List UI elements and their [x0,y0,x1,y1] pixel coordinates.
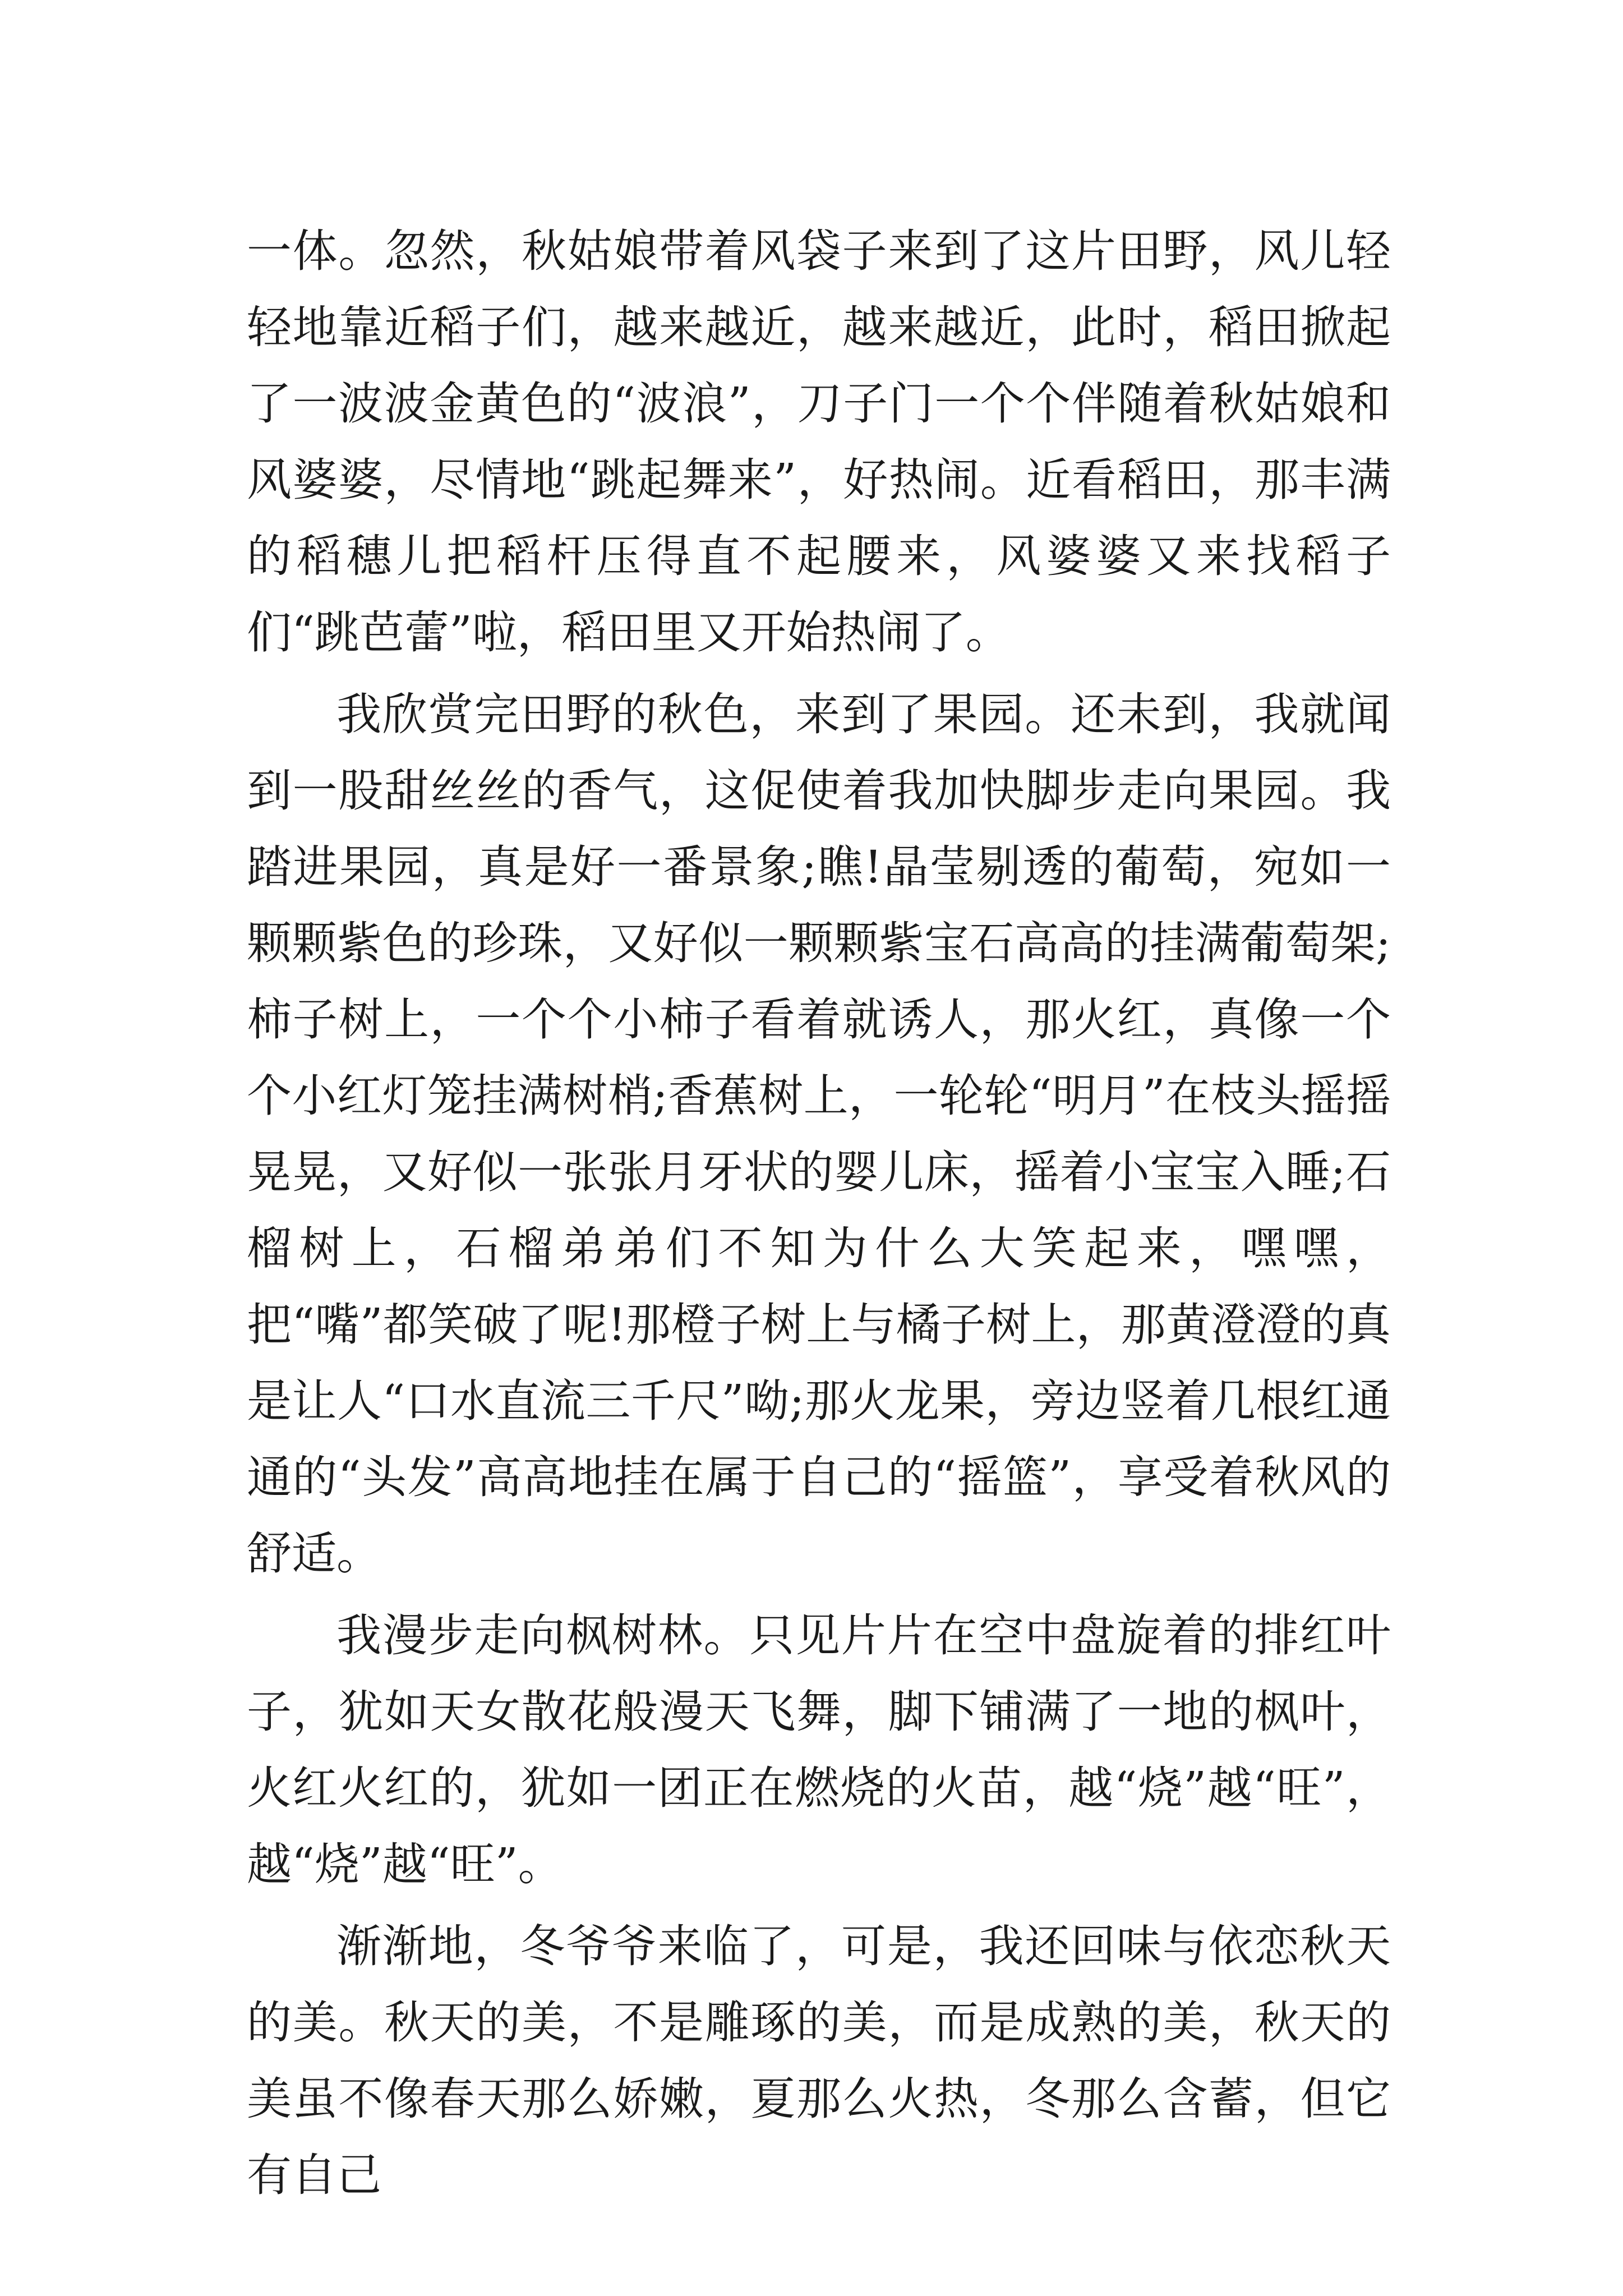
paragraph-maple-forest: 我漫步走向枫树林。只见片片在空中盘旋着的排红叶子，犹如天女散花般漫天飞舞，脚下铺满了一地的枫叶，火红火红的，犹如一团正在燃烧的火苗，越“烧”越“旺”，越“烧”越“旺”。 [247,1609,1391,1890]
paragraph-orchard: 我欣赏完田野的秋色，来到了果园。还未到，我就闻到一股甜丝丝的香气，这促使着我加快脚步走向果园。我踏进果园，真是好一番景象;瞧!晶莹剔透的葡萄，宛如一颗颗紫色的珍珠，又好似一颗颗紫宝石高高的挂满葡萄架;柿子树上，一个个小柿子看着就诱人，那火红，真像一个个小红灯笼挂满树梢;香蕉树上，一轮轮“明月”在枝头摇摇晃晃，又好似一张张月牙状的婴儿床，摇着小宝宝入睡;石榴树上，石榴弟弟们不知为什么大笑起来，嘿嘿，把“嘴”都笑破了呢!那橙子树上与橘子树上，那黄澄澄的真是让人“口水直流三千尺”呦;那火龙果，旁边竖着几根红通通的“头发”高高地挂在属于自己的“摇篮”，享受着秋风的舒适。 [247,688,1391,1580]
paragraph-continued: 一体。忽然，秋姑娘带着风袋子来到了这片田野，风儿轻轻地靠近稻子们，越来越近，越来越近，此时，稻田掀起了一波波金黄色的“波浪”，刀子门一个个伴随着秋姑娘和风婆婆，尽情地“跳起舞来”，好热闹。近看稻田，那丰满的稻穗儿把稻杆压得直不起腰来，风婆婆又来找稻子们“跳芭蕾”啦，稻田里又开始热闹了。 [247,225,1391,659]
essay-body [247,213,1391,2219]
paragraph-winter: 渐渐地，冬爷爷来临了，可是，我还回味与依恋秋天的美。秋天的美，不是雕琢的美，而是成熟的美，秋天的美虽不像春天那么娇嫩，夏那么火热，冬那么含蓄，但它有自己 [247,1920,1391,2201]
